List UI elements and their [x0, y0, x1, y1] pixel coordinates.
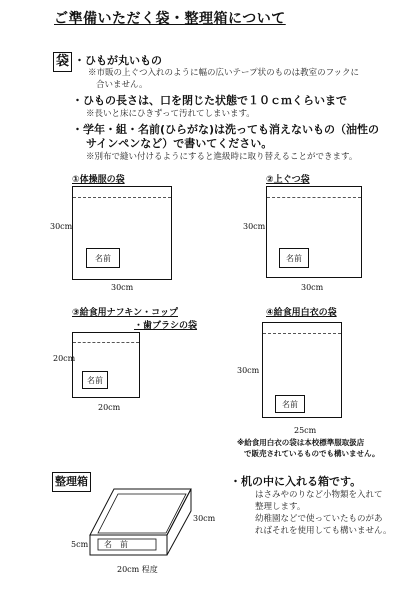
- bag-3-outline: [72, 332, 140, 398]
- bag-rule-3-heading: ・学年・組・名前(ひらがな)は洗っても消えないもの（油性の: [72, 123, 380, 136]
- bag-3-fold-line: [73, 342, 139, 343]
- box-width: 20cm 程度: [117, 565, 158, 574]
- bag-1-outline: [72, 186, 172, 280]
- box-note-4: ればそれを使用しても構いません。: [255, 526, 392, 536]
- bag-3-name-tag: 名前: [82, 371, 108, 389]
- smock-bag-note-1: ※給食用白衣の袋は本校標準服取扱店: [237, 438, 365, 447]
- bag-2-name-tag: 名前: [279, 248, 309, 268]
- smock-bag-note-2: で販売されているものでも構いません。: [244, 449, 380, 458]
- box-note-3: 幼稚園などで使っていたものがあ: [255, 514, 383, 524]
- bag-1-fold-line: [73, 197, 171, 198]
- bag-rule-2-note: ※長いと床にひきずって汚れてしまいます。: [86, 109, 255, 119]
- bag-1-name-tag: 名前: [86, 248, 120, 268]
- bag-1-label: ①体操服の袋: [72, 175, 125, 185]
- box-height: 5cm: [71, 540, 89, 549]
- bag-4-name-tag: 名前: [275, 395, 305, 413]
- box-name-label: 名 前: [104, 540, 128, 549]
- bag-2-fold-line: [267, 197, 361, 198]
- bag-4-outline: [262, 322, 342, 418]
- bag-3-label: ③給食用ナフキン・コップ: [72, 308, 178, 318]
- bag-4-fold-line: [263, 333, 341, 334]
- bag-rule-1-note-b: 合いません。: [96, 80, 148, 90]
- box-front-face: [90, 535, 167, 555]
- box-heading: ・机の中に入れる箱です。: [230, 475, 362, 488]
- bag-1-width: 30cm: [111, 283, 134, 292]
- bag-4-label: ④給食用白衣の袋: [266, 308, 337, 318]
- bag-rule-2-heading: ・ひもの長さは、口を閉じた状態で１０ｃｍくらいまで: [72, 94, 347, 107]
- bag-2-width: 30cm: [301, 283, 324, 292]
- box-note-1: はさみやのりなど小物類を入れて: [255, 490, 383, 500]
- bag-2-label: ②上ぐつ袋: [266, 175, 310, 185]
- bag-section-label: 袋: [53, 52, 72, 72]
- bag-2-outline: [266, 186, 362, 278]
- box-inner-rim: [98, 494, 186, 533]
- bag-2-height: 30cm: [243, 222, 266, 231]
- bag-4-width: 25cm: [294, 426, 317, 435]
- box-side-face: [167, 489, 191, 555]
- bag-rule-1-note-a: ※市販の上ぐつ入れのように幅の広いテープ状のものは教室のフックに: [88, 68, 359, 78]
- bag-rule-1-heading: ・ひもが丸いもの: [74, 54, 162, 67]
- page-title: ご準備いただく袋・整理箱について: [54, 11, 286, 27]
- bag-3-height: 20cm: [53, 354, 76, 363]
- bag-4-height: 30cm: [237, 366, 260, 375]
- bag-1-height: 30cm: [50, 222, 73, 231]
- storage-box-drawing: [80, 478, 205, 560]
- bag-rule-3-note: ※別布で縫い付けるようにすると進級時に取り替えることができます。: [86, 152, 358, 162]
- bag-rule-3-heading-2: サインペンなど）で書いてください。: [86, 137, 273, 150]
- box-section-label: 整理箱: [52, 472, 91, 492]
- box-note-2: 整理します。: [255, 502, 306, 512]
- box-depth: 30cm: [193, 514, 216, 523]
- bag-3-width: 20cm: [98, 403, 121, 412]
- box-top-outline: [90, 489, 191, 535]
- bag-3-label-2: ・歯ブラシの袋: [134, 321, 198, 331]
